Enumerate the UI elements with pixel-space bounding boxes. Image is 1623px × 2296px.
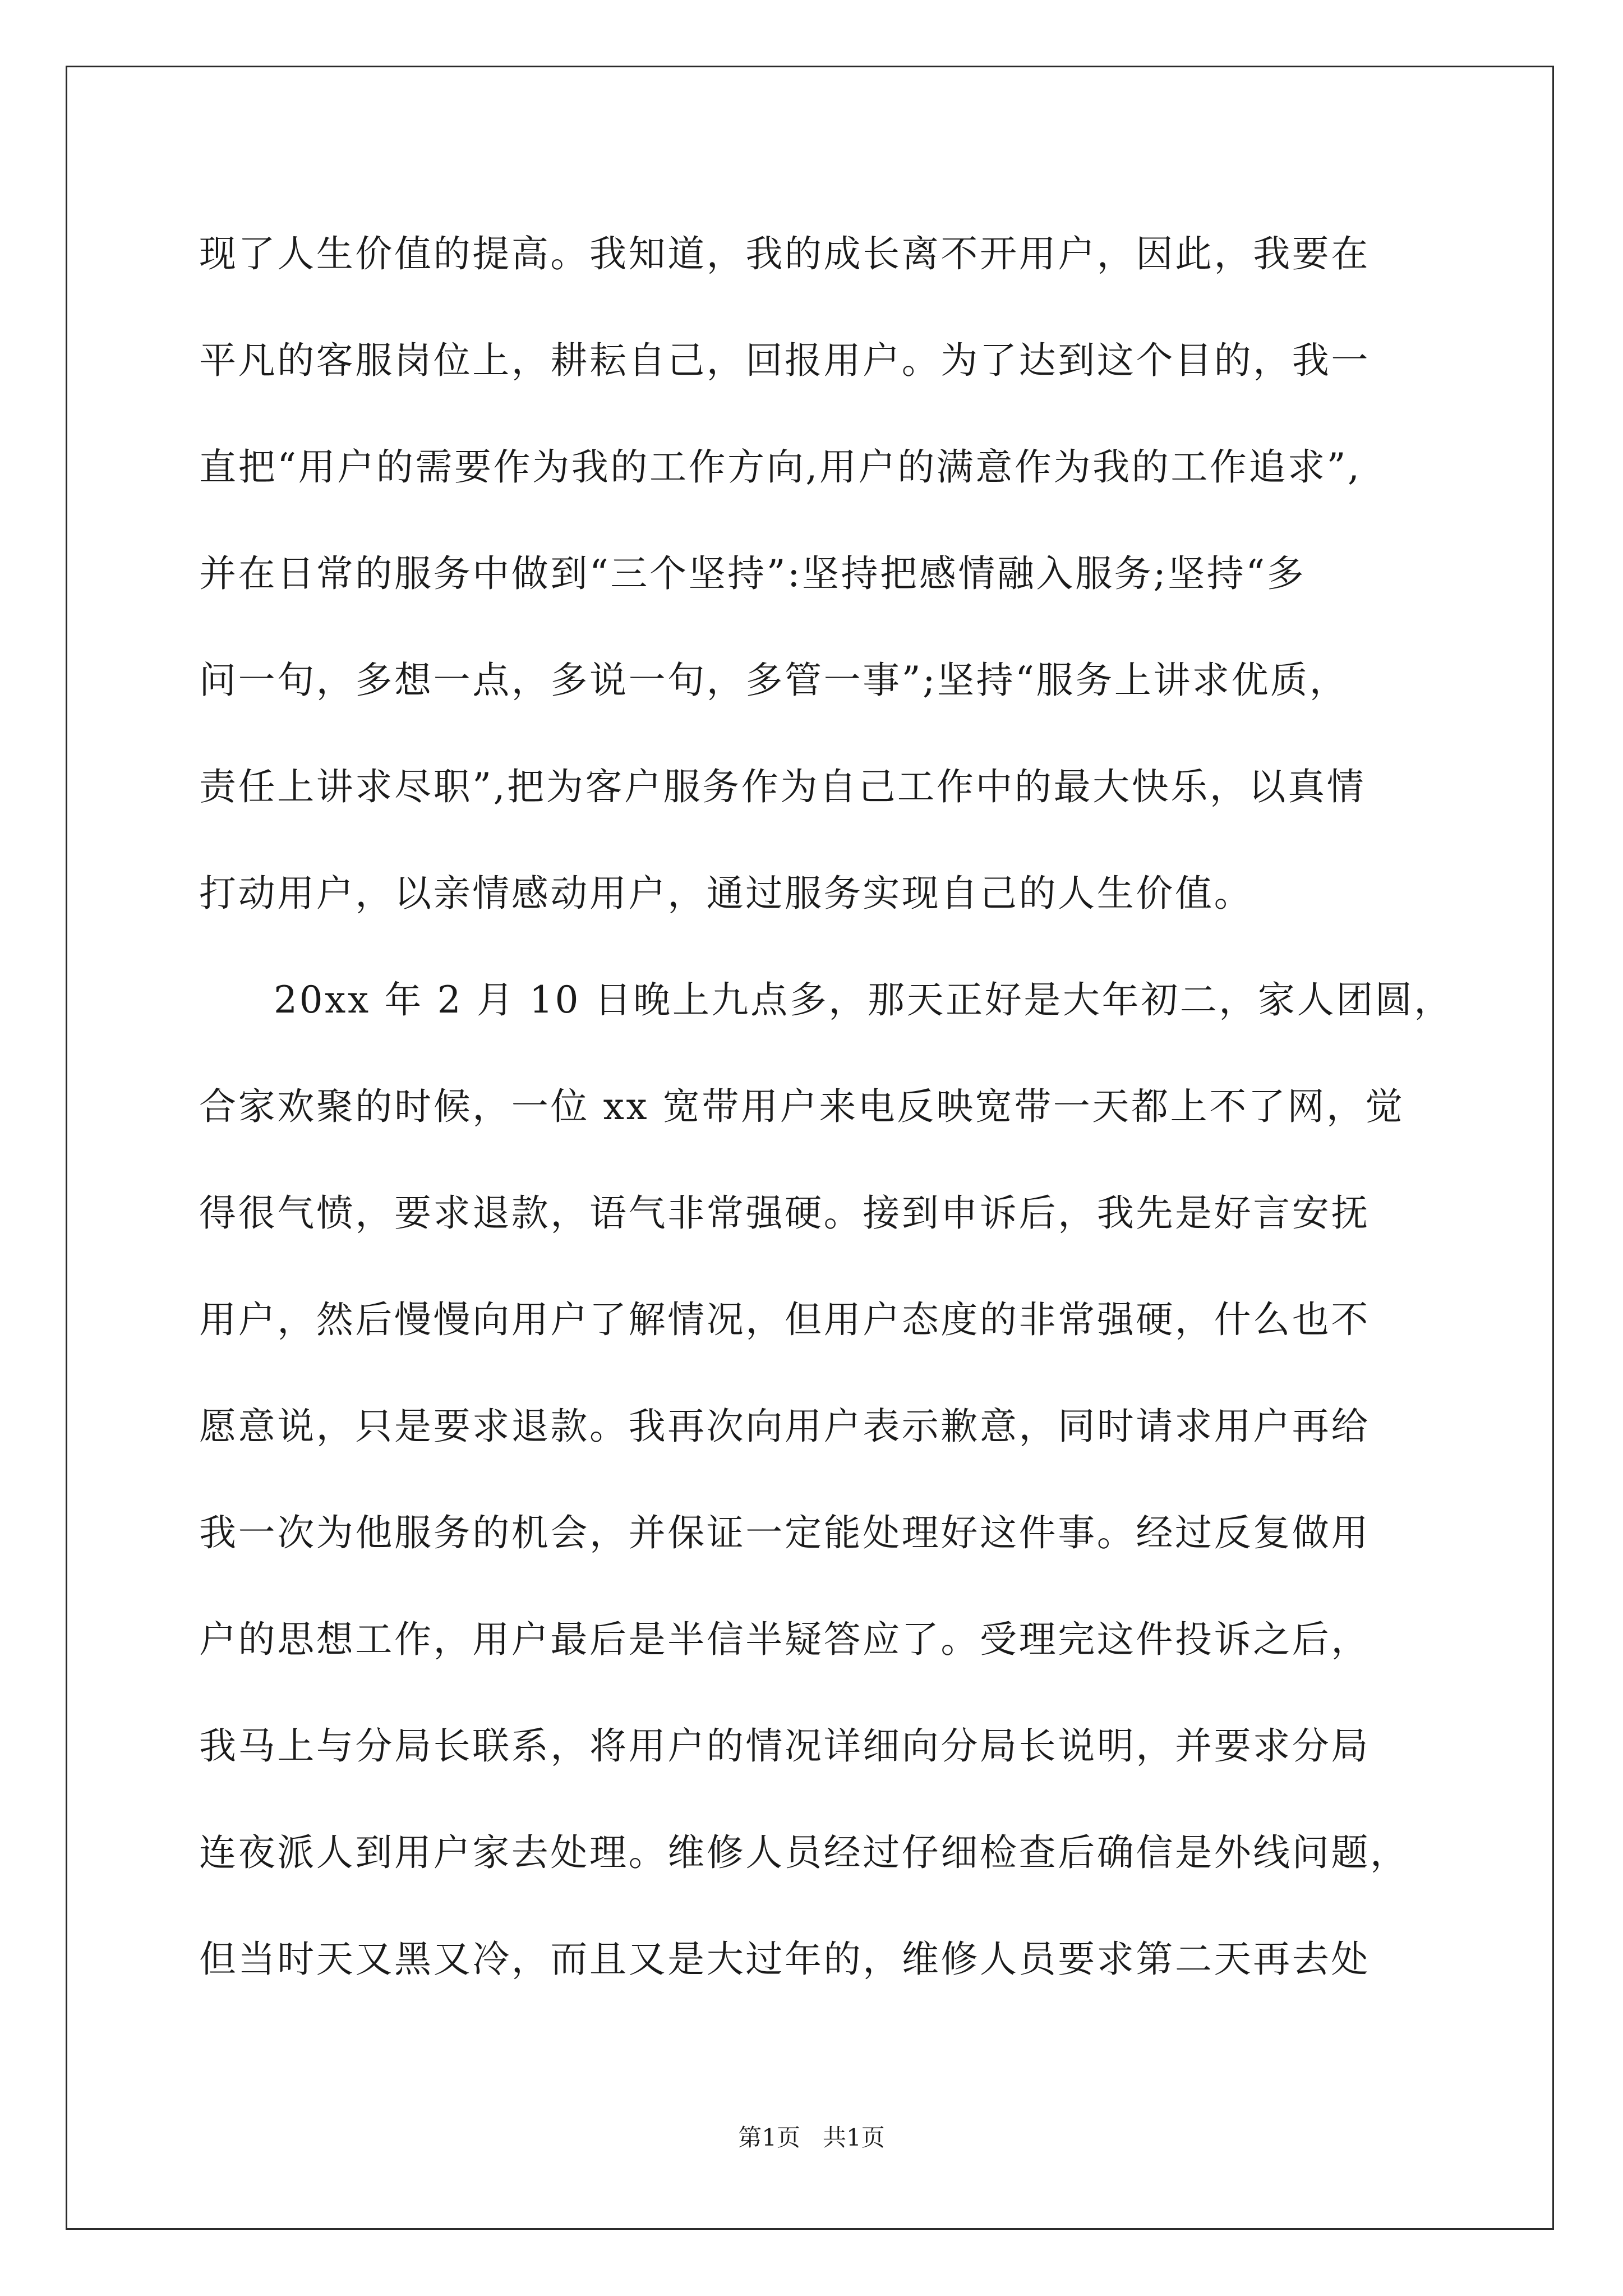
body-text-line: 得很气愤，要求退款，语气非常强硬。接到申诉后，我先是好言安抚 (199, 1191, 1370, 1235)
body-text-line: 并在日常的服务中做到“三个坚持”:坚持把感情融入服务;坚持“多 (199, 552, 1306, 595)
body-text-line: 责任上讲求尽职”,把为客户服务作为自己工作中的最大快乐，以真情 (199, 765, 1366, 808)
body-text-line: 我马上与分局长联系，将用户的情况详细向分局长说明，并要求分局 (199, 1724, 1370, 1768)
body-text-line: 平凡的客服岗位上，耕耘自己，回报用户。为了达到这个目的，我一 (199, 339, 1370, 382)
body-text-line: 但当时天又黑又冷，而且又是大过年的，维修人员要求第二天再去处 (199, 1938, 1370, 1981)
body-text-line: 连夜派人到用户家去处理。维修人员经过仔细检查后确信是外线问题， (199, 1831, 1409, 1874)
body-text-line: 打动用户，以亲情感动用户，通过服务实现自己的人生价值。 (199, 872, 1253, 915)
body-text-line: 合家欢聚的时候，一位 xx 宽带用户来电反映宽带一天都上不了网，觉 (199, 1085, 1405, 1128)
body-text-line: 愿意说，只是要求退款。我再次向用户表示歉意，同时请求用户再给 (199, 1405, 1370, 1448)
body-text-line: 我一次为他服务的机会，并保证一定能处理好这件事。经过反复做用 (199, 1511, 1370, 1554)
paragraph-first-line: 20xx 年 2 月 10 日晚上九点多，那天正好是大年初二，家人团圆， (274, 978, 1453, 1022)
body-text-line: 户的思想工作，用户最后是半信半疑答应了。受理完这件投诉之后， (199, 1618, 1370, 1661)
page-border (66, 66, 1554, 2230)
body-text-line: 问一句，多想一点，多说一句，多管一事”;坚持“服务上讲求优质， (199, 659, 1349, 702)
body-text-line: 直把“用户的需要作为我的工作方向,用户的满意作为我的工作追求”, (199, 445, 1362, 489)
body-text-line: 现了人生价值的提高。我知道，我的成长离不开用户，因此，我要在 (199, 232, 1370, 275)
page-number-footer: 第1页 共1页 (738, 2124, 885, 2151)
body-text-line: 用户，然后慢慢向用户了解情况，但用户态度的非常强硬，什么也不 (199, 1298, 1370, 1341)
